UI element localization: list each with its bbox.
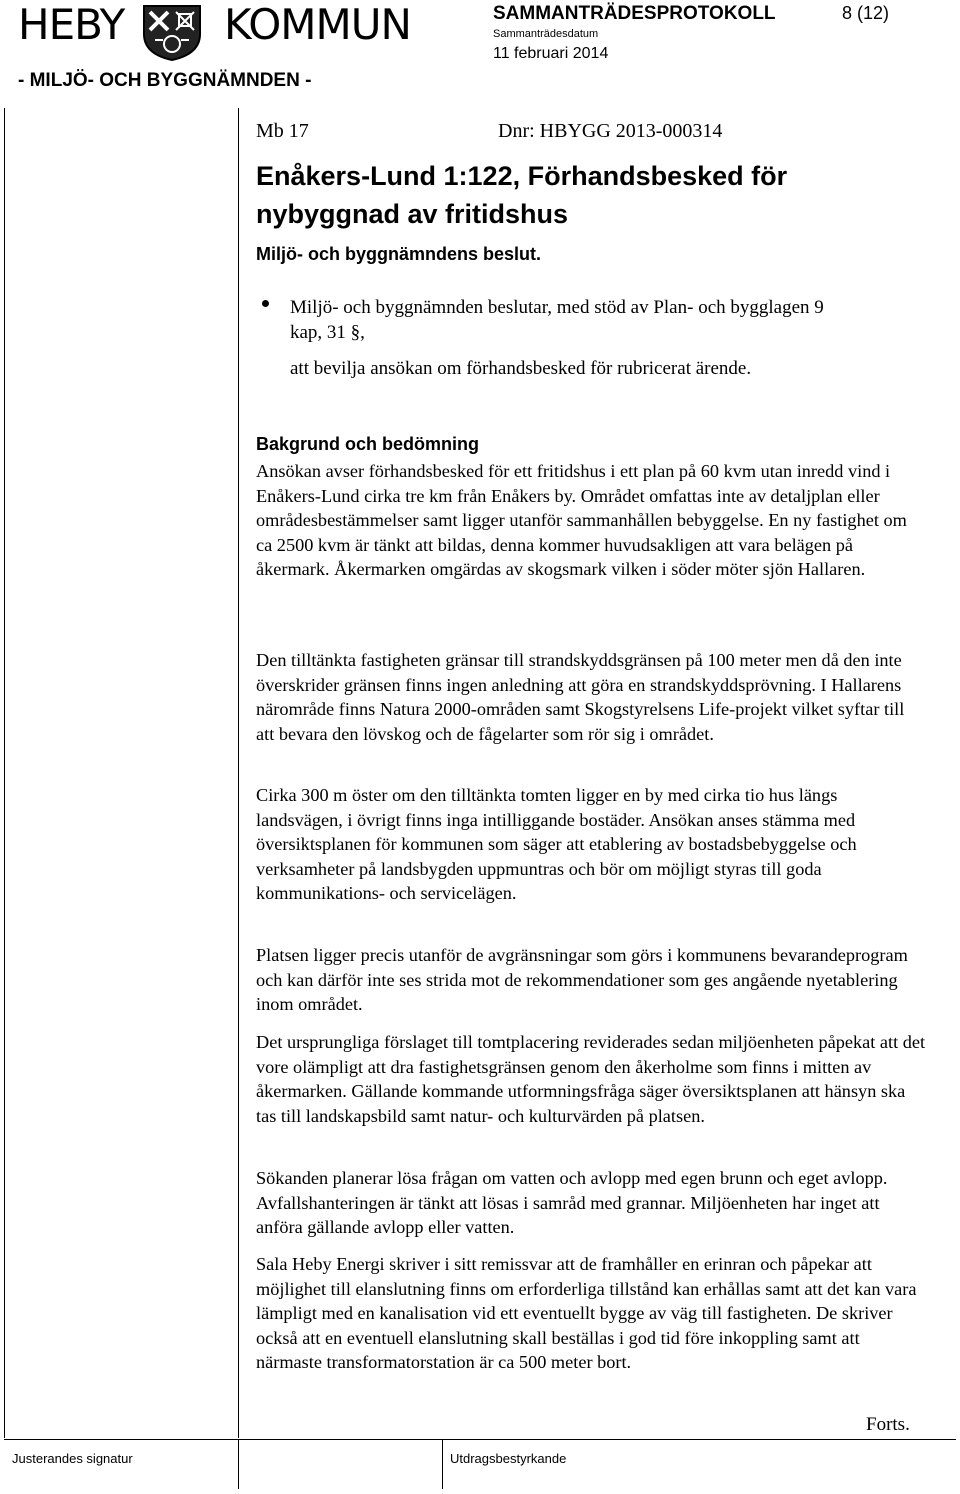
logo-kommun: KOMMUN — [224, 0, 411, 49]
background-paragraph: Det ursprungliga förslaget till tomtplacering reviderades sedan miljöenheten påpekat att det vore olämpligt att dra fastighetsgränsen genom den åkerholme som finns i mitten av åkermarken. Gällande kommande utformningsfråga säger översiktsplanen att hänsyn ska tas till landskapsbild samt natur- och kulturvärden på platsen. — [256, 1032, 926, 1126]
case-title: Enåkers-Lund 1:122, Förhandsbesked för nybyggnad av fritidshus — [256, 161, 788, 229]
background-paragraph: Sökanden planerar lösa frågan om vatten och avlopp med egen brunn och eget avlopp. Avfallshanteringen är tänkt att lösas i samråd med grannar. Miljöenheten har inget att anföra gällande avlopp eller vatten. — [256, 1168, 888, 1238]
signature-label: Justerandes signatur — [12, 1451, 133, 1466]
committee-name: - MILJÖ- OCH BYGGNÄMNDEN - — [18, 70, 312, 91]
bullet-icon — [262, 300, 269, 307]
certification-label: Utdragsbestyrkande — [450, 1451, 567, 1466]
background-paragraph: Sala Heby Energi skriver i sitt remissvar att de framhåller en erinran och påpekar att möjlighet till elanslutning finns om erforderliga tillstånd kan erhållas samt att det kan vara lämpligt med en kanalisation vid ett eventuellt bygge av väg till fastigheten. De skriver också att en eventuell elanslutning skall beställas i god tid före inkoppling samt att närmaste transformatorstation är ca 500 meter bort. — [256, 1254, 917, 1373]
date-value: 11 februari 2014 — [493, 45, 609, 62]
decision-att: att bevilja ansökan om förhandsbesked för rubricerat ärende. — [290, 358, 752, 379]
background-paragraph: Den tilltänkta fastigheten gränsar till strandskyddsgränsen på 100 meter men då den inte överskrider gränsen finns ingen anledning att göra en strandskyddsprövning. I Hallarens närområde finns Natura 2000-områden samt Skogstyrelsens Life-projekt vilket syftar till att bevara den lövskog och de fågelarter som rör sig i området. — [256, 650, 905, 744]
decision-heading: Miljö- och byggnämndens beslut. — [256, 244, 542, 264]
background-paragraph: Cirka 300 m öster om den tilltänkta tomten ligger en by med cirka tio hus längs landsvägen, i övrigt finns inga intilliggande bostäder. Ansökan anses stämma med översiktsplanen för kommunen som säger att etablering av bostadsbebyggelse och verksamheter på landsbygden uppmuntras och bör om möjligt styras till goda kommunikations- och servicelägen. — [256, 785, 857, 904]
protocol-title: SAMMANTRÄDESPROTOKOLL — [493, 3, 776, 24]
footer-separator-mid — [442, 1439, 443, 1489]
page-number: 8 (12) — [842, 3, 890, 23]
date-label: Sammanträdesdatum — [493, 28, 599, 40]
left-frame-line — [238, 108, 239, 1438]
continued-marker: Forts. — [866, 1414, 910, 1435]
decision-bullet: Miljö- och byggnämnden beslutar, med stöd av Plan- och bygglagen 9 kap, 31 §, — [290, 297, 824, 343]
coat-of-arms-icon — [141, 4, 203, 62]
case-number: Mb 17 — [256, 120, 309, 142]
margin-line — [4, 108, 5, 1438]
background-paragraph: Platsen ligger precis utanför de avgränsningar som görs i kommunens bevarandeprogram och kan därför inte ses strida mot de rekommendationer som ges angående nyetablering inom området. — [256, 945, 908, 1015]
footer-separator-left — [238, 1439, 239, 1489]
footer-divider — [4, 1439, 956, 1440]
diary-number: Dnr: HBYGG 2013-000314 — [498, 120, 723, 142]
background-heading: Bakgrund och bedömning — [256, 434, 479, 454]
background-paragraph: Ansökan avser förhandsbesked för ett fritidshus i ett plan på 60 kvm utan inredd vind i Enåkers-Lund cirka tre km från Enåkers by. Området omfattas inte av detaljplan eller områdesbestämmelser samt ligger utanför sammanhållen bebyggelse. En ny fastighet om ca 2500 kvm är tänkt att bildas, denna kommer huvudsakligen att vara belägen på åkermark. Åkermarken omgärdas av skogsmark vilken i söder möter sjön Hallaren. — [256, 461, 907, 580]
logo-heby: HEBY — [18, 0, 125, 49]
